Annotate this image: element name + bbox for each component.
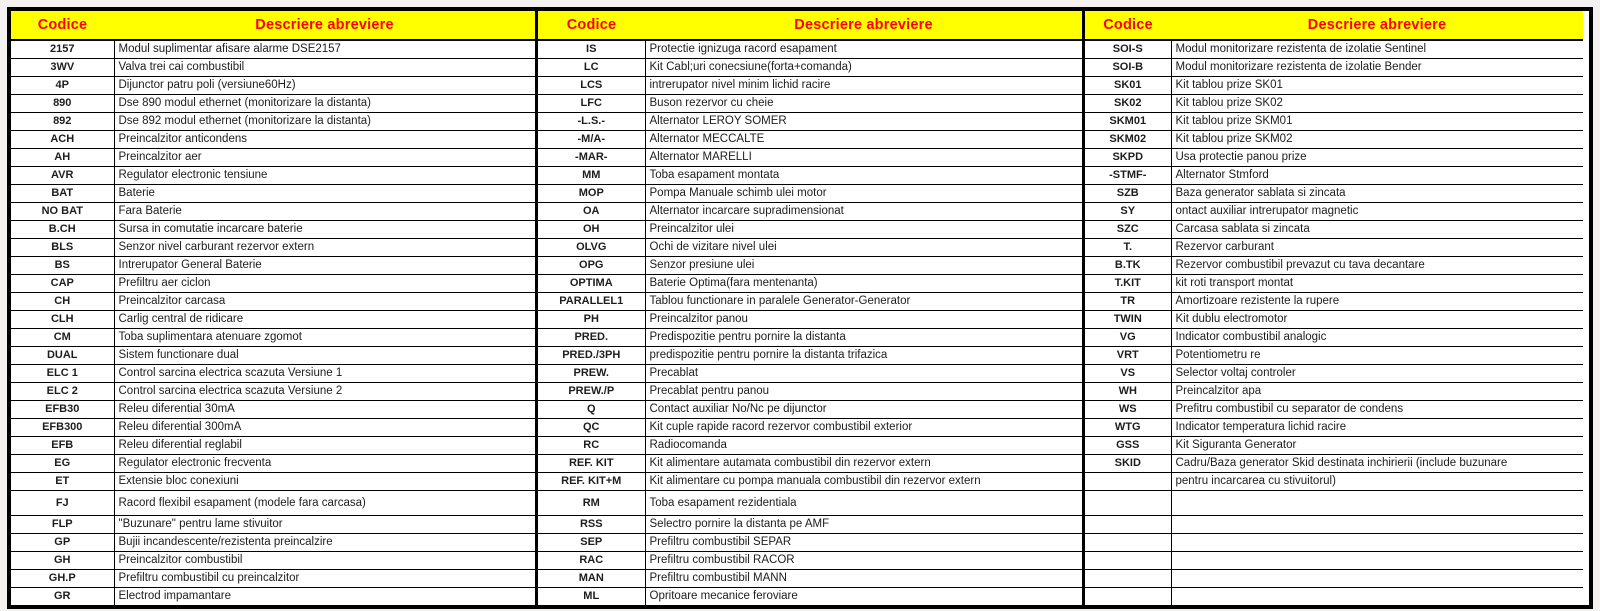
table-row bbox=[538, 238, 1082, 256]
table-row bbox=[538, 112, 1082, 130]
description-cell: Rezervor combustibil prevazut cu tava decantare bbox=[1171, 256, 1583, 274]
code-cell: REF. KIT+M bbox=[538, 472, 645, 490]
description-cell: Prefiltru combustibil SEPAR bbox=[645, 533, 1082, 551]
table-row bbox=[11, 292, 535, 310]
code-cell: SY bbox=[1085, 202, 1171, 220]
table-row bbox=[538, 328, 1082, 346]
table-row bbox=[538, 256, 1082, 274]
table-row bbox=[11, 238, 535, 256]
code-cell: PRED. bbox=[538, 328, 645, 346]
code-cell bbox=[1085, 472, 1171, 490]
code-cell: ELC 1 bbox=[11, 364, 114, 382]
code-cell: WH bbox=[1085, 382, 1171, 400]
code-cell: VG bbox=[1085, 328, 1171, 346]
description-cell: "Buzunare" pentru lame stivuitor bbox=[114, 515, 535, 533]
table-row bbox=[11, 202, 535, 220]
description-cell: Electrod impamantare bbox=[114, 587, 535, 605]
code-cell: VS bbox=[1085, 364, 1171, 382]
description-cell: Kit tablou prize SK01 bbox=[1171, 76, 1583, 94]
table-row bbox=[538, 184, 1082, 202]
code-cell: NO BAT bbox=[11, 202, 114, 220]
table-row bbox=[538, 490, 1082, 515]
description-cell: Kit dublu electromotor bbox=[1171, 310, 1583, 328]
code-cell: RAC bbox=[538, 551, 645, 569]
description-cell: Valva trei cai combustibil bbox=[114, 58, 535, 76]
table-row bbox=[538, 364, 1082, 382]
code-column-header: Codice bbox=[1085, 11, 1171, 40]
table-row bbox=[1085, 515, 1583, 533]
description-cell: Extensie bloc conexiuni bbox=[114, 472, 535, 490]
code-cell: T. bbox=[1085, 238, 1171, 256]
table-row bbox=[1085, 436, 1583, 454]
description-cell: Preincalzitor ulei bbox=[645, 220, 1082, 238]
table-row bbox=[11, 220, 535, 238]
table-row bbox=[538, 418, 1082, 436]
code-column-header: Codice bbox=[11, 11, 114, 40]
description-cell: Alternator LEROY SOMER bbox=[645, 112, 1082, 130]
code-cell: SEP bbox=[538, 533, 645, 551]
code-cell: -M/A- bbox=[538, 130, 645, 148]
legend-group-1 bbox=[11, 11, 535, 605]
table-row bbox=[11, 40, 535, 58]
table-row bbox=[538, 472, 1082, 490]
code-cell: SZB bbox=[1085, 184, 1171, 202]
description-cell bbox=[1171, 569, 1583, 587]
table-row bbox=[11, 515, 535, 533]
code-cell: MM bbox=[538, 166, 645, 184]
description-cell: Rezervor carburant bbox=[1171, 238, 1583, 256]
table-row bbox=[11, 184, 535, 202]
description-cell: Ochi de vizitare nivel ulei bbox=[645, 238, 1082, 256]
table-row bbox=[11, 569, 535, 587]
table-row bbox=[11, 76, 535, 94]
table-row bbox=[538, 551, 1082, 569]
code-cell: 892 bbox=[11, 112, 114, 130]
table-row bbox=[1085, 76, 1583, 94]
table-row bbox=[1085, 40, 1583, 58]
code-cell: LFC bbox=[538, 94, 645, 112]
header-row bbox=[1085, 11, 1583, 40]
description-cell: Regulator electronic frecventa bbox=[114, 454, 535, 472]
description-cell: Senzor nivel carburant rezervor extern bbox=[114, 238, 535, 256]
description-cell: Pompa Manuale schimb ulei motor bbox=[645, 184, 1082, 202]
code-cell: SOI-B bbox=[1085, 58, 1171, 76]
description-cell: Predispozitie pentru pornire la distanta bbox=[645, 328, 1082, 346]
code-cell: PRED./3PH bbox=[538, 346, 645, 364]
table-row bbox=[538, 382, 1082, 400]
table-row bbox=[1085, 310, 1583, 328]
description-cell: Releu diferential 300mA bbox=[114, 418, 535, 436]
code-cell: MOP bbox=[538, 184, 645, 202]
description-cell: Selectro pornire la distanta pe AMF bbox=[645, 515, 1082, 533]
code-cell: 3WV bbox=[11, 58, 114, 76]
description-cell: Alternator MECCALTE bbox=[645, 130, 1082, 148]
code-cell: SKM02 bbox=[1085, 130, 1171, 148]
table-row bbox=[11, 346, 535, 364]
code-cell: GSS bbox=[1085, 436, 1171, 454]
description-cell: Control sarcina electrica scazuta Versiune 1 bbox=[114, 364, 535, 382]
table-row bbox=[1085, 184, 1583, 202]
table-row bbox=[1085, 490, 1583, 515]
code-cell: CM bbox=[11, 328, 114, 346]
abbreviation-legend-table bbox=[7, 7, 1593, 609]
code-cell: PH bbox=[538, 310, 645, 328]
table-row bbox=[1085, 328, 1583, 346]
code-cell: IS bbox=[586, 43, 597, 56]
table-row bbox=[538, 148, 1082, 166]
table-row bbox=[1085, 346, 1583, 364]
table-row bbox=[11, 382, 535, 400]
code-cell: SK01 bbox=[1085, 76, 1171, 94]
table-row bbox=[538, 400, 1082, 418]
description-cell: Prefiltru combustibil RACOR bbox=[645, 551, 1082, 569]
description-cell: kit roti transport montat bbox=[1171, 274, 1583, 292]
code-cell: B.CH bbox=[11, 220, 114, 238]
table-row bbox=[1085, 148, 1583, 166]
description-cell: Prefiltru combustibil cu preincalzitor bbox=[114, 569, 535, 587]
description-cell: Modul monitorizare rezistenta de izolatie Bender bbox=[1171, 58, 1583, 76]
description-cell: Precablat bbox=[645, 364, 1082, 382]
code-cell: EG bbox=[11, 454, 114, 472]
description-cell: Baza generator sablata si zincata bbox=[1171, 184, 1583, 202]
code-cell: GP bbox=[11, 533, 114, 551]
table-row bbox=[11, 328, 535, 346]
code-column-header: Codice bbox=[538, 11, 645, 40]
table-row bbox=[538, 166, 1082, 184]
description-cell: Kit tablou prize SK02 bbox=[1171, 94, 1583, 112]
description-cell: Preincalzitor combustibil bbox=[114, 551, 535, 569]
table-row bbox=[538, 515, 1082, 533]
code-cell: PARALLEL1 bbox=[538, 292, 645, 310]
code-cell: ACH bbox=[11, 130, 114, 148]
table-row bbox=[11, 400, 535, 418]
code-cell: OPTIMA bbox=[538, 274, 645, 292]
table-row bbox=[538, 220, 1082, 238]
table-row bbox=[11, 130, 535, 148]
code-cell: CLH bbox=[11, 310, 114, 328]
description-cell: Preincalzitor panou bbox=[645, 310, 1082, 328]
table-row bbox=[1085, 587, 1583, 605]
table-row bbox=[1085, 220, 1583, 238]
table-row bbox=[11, 490, 535, 515]
description-cell: Kit Cabl;uri conecsiune(forta+comanda) bbox=[645, 58, 1082, 76]
table-row bbox=[538, 40, 1082, 58]
description-cell: Opritoare mecanice feroviare bbox=[645, 587, 1082, 605]
code-cell bbox=[1085, 569, 1171, 587]
code-cell: TWIN bbox=[1085, 310, 1171, 328]
table-row bbox=[1085, 382, 1583, 400]
code-cell bbox=[1085, 515, 1171, 533]
description-cell: pentru incarcarea cu stivuitorul) bbox=[1171, 472, 1583, 490]
description-cell: Buson rezervor cu cheie bbox=[645, 94, 1082, 112]
code-cell: OH bbox=[538, 220, 645, 238]
code-cell: T.KIT bbox=[1085, 274, 1171, 292]
description-cell: intrerupator nivel minim lichid racire bbox=[645, 76, 1082, 94]
table-row bbox=[1085, 202, 1583, 220]
table-row bbox=[11, 364, 535, 382]
code-cell: LC bbox=[538, 58, 645, 76]
description-cell: Preincalzitor anticondens bbox=[114, 130, 535, 148]
table-row bbox=[1085, 472, 1583, 490]
table-row bbox=[11, 587, 535, 605]
table-row bbox=[11, 94, 535, 112]
table-row bbox=[1085, 274, 1583, 292]
description-cell: Amortizoare rezistente la rupere bbox=[1171, 292, 1583, 310]
table-row bbox=[1085, 256, 1583, 274]
table-row bbox=[538, 587, 1082, 605]
code-cell: BS bbox=[11, 256, 114, 274]
description-cell bbox=[1171, 551, 1583, 569]
description-cell: Sistem functionare dual bbox=[114, 346, 535, 364]
description-cell: Indicator combustibil analogic bbox=[1171, 328, 1583, 346]
description-cell: Radiocomanda bbox=[645, 436, 1082, 454]
header-row bbox=[11, 11, 535, 40]
table-row bbox=[1085, 400, 1583, 418]
code-cell: GH.P bbox=[11, 569, 114, 587]
description-cell: Indicator temperatura lichid racire bbox=[1171, 418, 1583, 436]
header-row bbox=[538, 11, 1082, 40]
description-cell: Alternator Stmford bbox=[1171, 166, 1583, 184]
description-cell: Prefitru combustibil cu separator de condens bbox=[1171, 400, 1583, 418]
code-cell: 4P bbox=[11, 76, 114, 94]
table-row bbox=[538, 310, 1082, 328]
table-row bbox=[538, 569, 1082, 587]
description-cell bbox=[1171, 515, 1583, 533]
code-cell: RSS bbox=[538, 515, 645, 533]
code-cell: EFB30 bbox=[11, 400, 114, 418]
code-cell: LCS bbox=[538, 76, 645, 94]
description-cell: Intrerupator General Baterie bbox=[114, 256, 535, 274]
legend-table-2 bbox=[538, 11, 1082, 605]
table-row bbox=[11, 533, 535, 551]
description-cell: Modul suplimentar afisare alarme DSE2157 bbox=[114, 40, 535, 58]
legend-table-3 bbox=[1085, 11, 1583, 605]
table-row bbox=[1085, 454, 1583, 472]
description-column-header: Descriere abreviere bbox=[114, 11, 535, 40]
description-cell: Carlig central de ridicare bbox=[114, 310, 535, 328]
table-row bbox=[538, 454, 1082, 472]
description-cell: predispozitie pentru pornire la distanta trifazica bbox=[645, 346, 1082, 364]
code-cell: QC bbox=[538, 418, 645, 436]
table-row bbox=[538, 436, 1082, 454]
code-cell: VRT bbox=[1085, 346, 1171, 364]
code-cell: SK02 bbox=[1085, 94, 1171, 112]
table-row bbox=[11, 472, 535, 490]
code-cell: WTG bbox=[1085, 418, 1171, 436]
table-row bbox=[1085, 418, 1583, 436]
description-cell: Prefiltru combustibil MANN bbox=[645, 569, 1082, 587]
description-column-header: Descriere abreviere bbox=[645, 11, 1082, 40]
legend-group-2 bbox=[535, 11, 1082, 605]
table-row bbox=[11, 58, 535, 76]
description-cell: Control sarcina electrica scazuta Versiune 2 bbox=[114, 382, 535, 400]
code-cell: BAT bbox=[11, 184, 114, 202]
code-cell: ML bbox=[538, 587, 645, 605]
table-row bbox=[1085, 112, 1583, 130]
description-cell: Regulator electronic tensiune bbox=[114, 166, 535, 184]
code-cell: SKM01 bbox=[1085, 112, 1171, 130]
code-cell: SZC bbox=[1085, 220, 1171, 238]
description-cell: Alternator incarcare supradimensionat bbox=[645, 202, 1082, 220]
description-cell bbox=[1171, 587, 1583, 605]
table-row bbox=[1085, 551, 1583, 569]
description-cell: Kit tablou prize SKM02 bbox=[1171, 130, 1583, 148]
table-row bbox=[538, 292, 1082, 310]
description-cell: Baterie Optima(fara mentenanta) bbox=[645, 274, 1082, 292]
code-cell: 890 bbox=[11, 94, 114, 112]
description-cell: Sursa in comutatie incarcare baterie bbox=[114, 220, 535, 238]
code-cell: EFB300 bbox=[11, 418, 114, 436]
code-cell: FJ bbox=[11, 490, 114, 515]
code-cell: RM bbox=[538, 490, 645, 515]
table-row bbox=[11, 112, 535, 130]
table-row bbox=[11, 436, 535, 454]
code-cell: DUAL bbox=[11, 346, 114, 364]
table-row bbox=[1085, 533, 1583, 551]
table-row bbox=[1085, 569, 1583, 587]
code-cell: CH bbox=[11, 292, 114, 310]
description-cell: Baterie bbox=[114, 184, 535, 202]
description-cell: ontact auxiliar intrerupator magnetic bbox=[1171, 202, 1583, 220]
table-row bbox=[1085, 238, 1583, 256]
table-row bbox=[1085, 292, 1583, 310]
table-row bbox=[11, 274, 535, 292]
table-row bbox=[538, 202, 1082, 220]
description-cell: Dse 890 modul ethernet (monitorizare la distanta) bbox=[114, 94, 535, 112]
table-row bbox=[1085, 94, 1583, 112]
code-cell: ET bbox=[11, 472, 114, 490]
code-cell: SOI-S bbox=[1112, 43, 1143, 56]
code-cell: -L.S.- bbox=[538, 112, 645, 130]
code-cell: 2157 bbox=[50, 43, 75, 56]
code-cell: BLS bbox=[11, 238, 114, 256]
code-cell: GR bbox=[11, 587, 114, 605]
table-row bbox=[538, 346, 1082, 364]
table-row bbox=[538, 533, 1082, 551]
description-cell: Preincalzitor apa bbox=[1171, 382, 1583, 400]
description-cell: Tablou functionare in paralele Generator-Generator bbox=[645, 292, 1082, 310]
code-cell bbox=[1085, 490, 1171, 515]
description-cell: Usa protectie panou prize bbox=[1171, 148, 1583, 166]
table-row bbox=[538, 58, 1082, 76]
code-cell: ELC 2 bbox=[11, 382, 114, 400]
code-cell: PREW./P bbox=[538, 382, 645, 400]
description-cell: Carcasa sablata si zincata bbox=[1171, 220, 1583, 238]
code-cell: FLP bbox=[11, 515, 114, 533]
table-row bbox=[1085, 58, 1583, 76]
legend-table-1 bbox=[11, 11, 535, 605]
description-cell: Prefiltru aer ciclon bbox=[114, 274, 535, 292]
code-cell: SKPD bbox=[1085, 148, 1171, 166]
description-cell: Toba esapament montata bbox=[645, 166, 1082, 184]
description-cell: Protectie ignizuga racord esapament bbox=[645, 40, 1082, 58]
table-row bbox=[538, 130, 1082, 148]
description-cell: Releu diferential reglabil bbox=[114, 436, 535, 454]
code-cell: GH bbox=[11, 551, 114, 569]
table-row bbox=[11, 310, 535, 328]
code-cell bbox=[1085, 551, 1171, 569]
code-cell: OA bbox=[538, 202, 645, 220]
code-cell: SKID bbox=[1085, 454, 1171, 472]
description-cell: Toba suplimentara atenuare zgomot bbox=[114, 328, 535, 346]
table-row bbox=[1085, 130, 1583, 148]
code-cell: -MAR- bbox=[538, 148, 645, 166]
description-cell: Kit alimentare autamata combustibil din rezervor extern bbox=[645, 454, 1082, 472]
description-cell: Fara Baterie bbox=[114, 202, 535, 220]
legend-group-3 bbox=[1082, 11, 1583, 605]
code-cell bbox=[1085, 587, 1171, 605]
description-cell: Kit tablou prize SKM01 bbox=[1171, 112, 1583, 130]
table-row bbox=[1085, 166, 1583, 184]
description-cell: Contact auxiliar No/Nc pe dijunctor bbox=[645, 400, 1082, 418]
table-row bbox=[11, 166, 535, 184]
code-cell: WS bbox=[1085, 400, 1171, 418]
table-row bbox=[11, 256, 535, 274]
code-cell: REF. KIT bbox=[538, 454, 645, 472]
code-cell: Q bbox=[538, 400, 645, 418]
code-cell: MAN bbox=[538, 569, 645, 587]
code-cell: RC bbox=[538, 436, 645, 454]
code-cell: CAP bbox=[11, 274, 114, 292]
code-cell: TR bbox=[1085, 292, 1171, 310]
code-cell: AH bbox=[11, 148, 114, 166]
description-cell: Dse 892 modul ethernet (monitorizare la distanta) bbox=[114, 112, 535, 130]
description-cell: Potentiometru re bbox=[1171, 346, 1583, 364]
table-row bbox=[538, 76, 1082, 94]
description-cell: Kit alimentare cu pompa manuala combustibil din rezervor extern bbox=[645, 472, 1082, 490]
table-row bbox=[538, 94, 1082, 112]
code-cell: PREW. bbox=[538, 364, 645, 382]
table-row bbox=[11, 454, 535, 472]
description-cell: Toba esapament rezidentiala bbox=[645, 490, 1082, 515]
description-cell bbox=[1171, 533, 1583, 551]
description-cell: Alternator MARELLI bbox=[645, 148, 1082, 166]
description-cell: Preincalzitor aer bbox=[114, 148, 535, 166]
code-cell: OPG bbox=[538, 256, 645, 274]
code-cell: B.TK bbox=[1085, 256, 1171, 274]
code-cell: -STMF- bbox=[1085, 166, 1171, 184]
description-column-header: Descriere abreviere bbox=[1171, 11, 1583, 40]
description-cell: Dijunctor patru poli (versiune60Hz) bbox=[114, 76, 535, 94]
description-cell: Kit Siguranta Generator bbox=[1171, 436, 1583, 454]
code-cell: OLVG bbox=[538, 238, 645, 256]
description-cell: Senzor presiune ulei bbox=[645, 256, 1082, 274]
description-cell: Kit cuple rapide racord rezervor combustibil exterior bbox=[645, 418, 1082, 436]
table-row bbox=[11, 551, 535, 569]
description-cell: Releu diferential 30mA bbox=[114, 400, 535, 418]
description-cell: Preincalzitor carcasa bbox=[114, 292, 535, 310]
code-cell bbox=[1085, 533, 1171, 551]
description-cell: Selector voltaj controler bbox=[1171, 364, 1583, 382]
table-row bbox=[1085, 364, 1583, 382]
description-cell: Modul monitorizare rezistenta de izolatie Sentinel bbox=[1171, 40, 1583, 58]
description-cell: Precablat pentru panou bbox=[645, 382, 1082, 400]
description-cell: Cadru/Baza generator Skid destinata inchirierii (include buzunare bbox=[1171, 454, 1583, 472]
description-cell bbox=[1171, 490, 1583, 515]
description-cell: Bujii incandescente/rezistenta preincalzire bbox=[114, 533, 535, 551]
table-row bbox=[11, 148, 535, 166]
table-row bbox=[538, 274, 1082, 292]
table-row bbox=[11, 418, 535, 436]
description-cell: Racord flexibil esapament (modele fara carcasa) bbox=[114, 490, 535, 515]
code-cell: EFB bbox=[11, 436, 114, 454]
code-cell: AVR bbox=[11, 166, 114, 184]
